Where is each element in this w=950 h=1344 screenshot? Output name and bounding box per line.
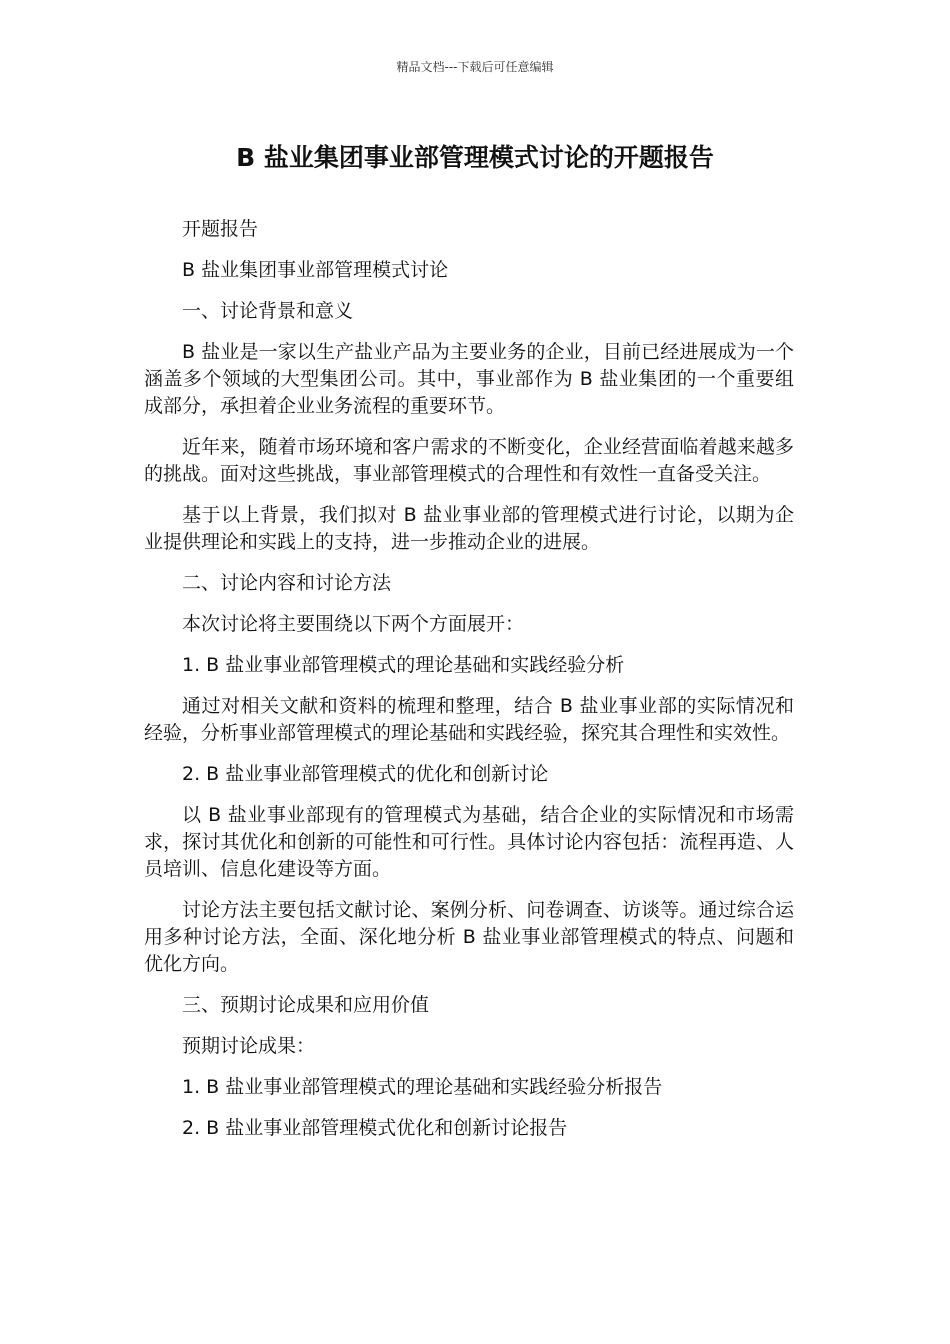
paragraph-content-2-detail: 以 B 盐业事业部现有的管理模式为基础，结合企业的实际情况和市场需求，探讨其优化和创新的可能性和可行性。具体讨论内容包括：流程再造、人员培训、信息化建设等方面。 (144, 804, 794, 880)
header-note: 精品文档---下载后可任意编辑 (396, 60, 554, 74)
paragraph-content-intro: 本次讨论将主要围绕以下两个方面展开： (182, 613, 525, 635)
list-item-content-1: 1. B 盐业事业部管理模式的理论基础和实践经验分析 (182, 654, 625, 676)
paragraph-report-label: 开题报告 (182, 218, 259, 240)
paragraph-methods: 讨论方法主要包括文献讨论、案例分析、问卷调查、访谈等。通过综合运用多种讨论方法，全面、深化地分析 B 盐业事业部管理模式的特点、问题和优化方向。 (144, 899, 794, 975)
list-item-expected-2: 2. B 盐业事业部管理模式优化和创新讨论报告 (182, 1117, 568, 1139)
list-item-content-2: 2. B 盐业事业部管理模式的优化和创新讨论 (182, 763, 549, 785)
document-body (144, 216, 794, 1156)
paragraph-content-1-detail: 通过对相关文献和资料的梳理和整理，结合 B 盐业事业部的实际情况和经验，分析事业部管理模式的理论基础和实践经验，探究其合理性和实效性。 (144, 695, 794, 744)
paragraph-subject: B 盐业集团事业部管理模式讨论 (182, 259, 449, 281)
paragraph-background-2: 近年来，随着市场环境和客户需求的不断变化，企业经营面临着越来越多的挑战。面对这些挑战，事业部管理模式的合理性和有效性一直备受关注。 (144, 436, 794, 485)
section-heading-content-methods: 二、讨论内容和讨论方法 (182, 572, 392, 594)
document-title: B 盐业集团事业部管理模式讨论的开题报告 (236, 143, 714, 172)
list-item-expected-1: 1. B 盐业事业部管理模式的理论基础和实践经验分析报告 (182, 1076, 663, 1098)
section-heading-background: 一、讨论背景和意义 (182, 300, 354, 322)
paragraph-background-3: 基于以上背景，我们拟对 B 盐业事业部的管理模式进行讨论，以期为企业提供理论和实践上的支持，进一步推动企业的进展。 (144, 504, 794, 553)
paragraph-background-1: B 盐业是一家以生产盐业产品为主要业务的企业，目前已经进展成为一个涵盖多个领域的大型集团公司。其中，事业部作为 B 盐业集团的一个重要组成部分，承担着企业业务流程的重要环节。 (144, 341, 794, 417)
paragraph-expected-intro: 预期讨论成果： (182, 1035, 316, 1057)
section-heading-expected-results: 三、预期讨论成果和应用价值 (182, 994, 430, 1016)
